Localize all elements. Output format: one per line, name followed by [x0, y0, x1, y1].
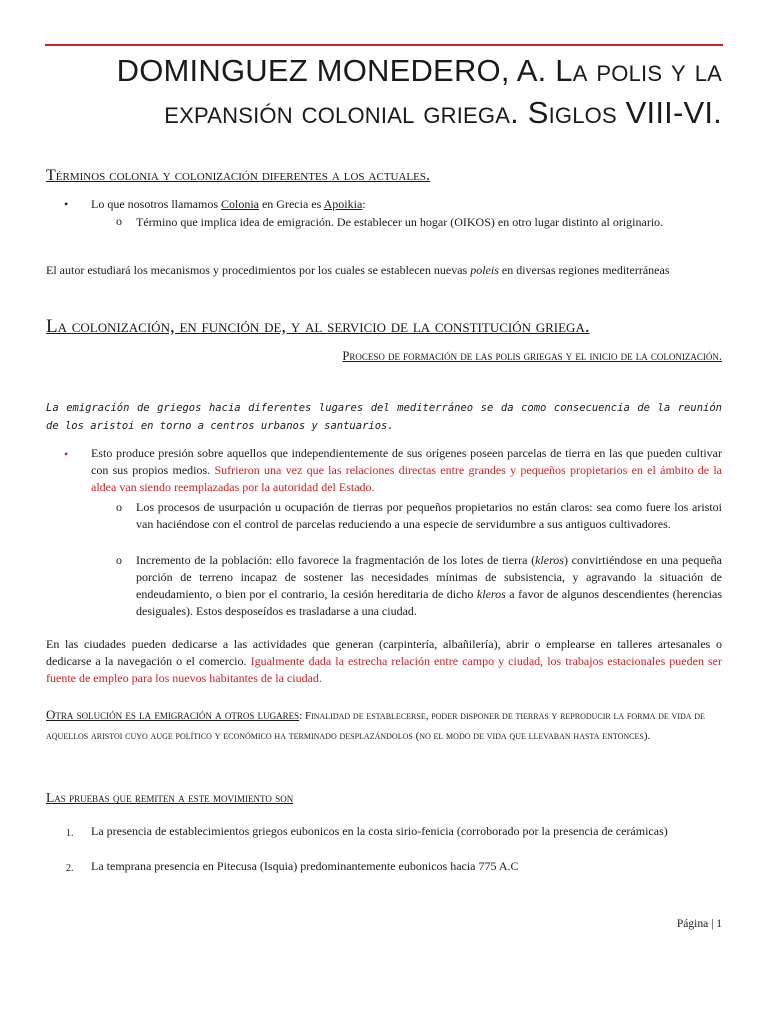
- list-item: [91, 196, 721, 213]
- text-run-underlined: Colonia: [220, 197, 259, 211]
- text-run: El autor estudiará los mecanismos y procedimientos por los cuales se establecen nuevas: [46, 263, 471, 277]
- list-number: 2.: [66, 863, 74, 874]
- title-line-2: expansión colonial griega. Siglos VIII-VI.: [164, 95, 722, 130]
- paragraph-otra-solucion: [46, 705, 722, 746]
- text-run: : Finalidad de establecerse, poder disponer de tierras y reproducir la forma de vida de aquellos aristoi cuyo auge político y económico ha terminado desplazándolos (no el modo de vida que llevaban hasta entonces).: [46, 710, 705, 742]
- text-run-underlined: Otra solución es la emigración a otros lugares: [46, 707, 300, 722]
- bullet-dot-red: •: [64, 447, 69, 461]
- section-heading-terminos: Términos colonia y colonización diferentes a los actuales.: [46, 167, 430, 184]
- list-number: 1.: [66, 828, 74, 839]
- header-rule: [45, 44, 723, 46]
- text-run-italic: kleros: [535, 553, 564, 567]
- italic-paragraph: La emigración de griegos hacia diferentes lugares del mediterráneo se da como consecuencia de la reunión de los aristoi en torno a centros urbanos y santuarios.: [46, 402, 722, 432]
- sub-bullet-circle: o: [116, 500, 122, 514]
- sub-list-item: Los procesos de usurpación u ocupación de tierras por pequeños propietarios no están claros: sea como fuere los aristoi van haciéndose con el control de parcelas reduciendo a una especie de servidumbre a sus antiguos cultivadores.: [136, 500, 722, 531]
- text-run-underlined: Apoikia: [323, 197, 363, 211]
- text-run: En las ciudades pueden dedicarse a las actividades que generan (carpintería, albañilería), abrir o emplearse en talleres artesanales o dedicarse a la navegación o el comercio.: [46, 637, 722, 668]
- text-run: en diversas regiones mediterráneas: [498, 263, 670, 277]
- document-title: [82, 50, 722, 134]
- page-number: Página | 1: [676, 918, 722, 930]
- paragraph: [46, 262, 722, 279]
- text-run-italic: kleros: [476, 587, 506, 601]
- text-run-red: Sufrieron una vez que las relaciones directas entre grandes y pequeños propietarios en el ámbito de la aldea van siendo reemplazadas por la autoridad del Estado.: [91, 463, 722, 494]
- section-heading-colonizacion: La colonización, en función de, y al servicio de la constitución griega.: [46, 316, 590, 337]
- section-heading-pruebas: Las pruebas que remiten a este movimiento son: [46, 790, 294, 805]
- bullet-dot: •: [64, 197, 69, 211]
- numbered-list-item: La temprana presencia en Pitecusa (Isquia) predominantemente eubonicos hacia 775 A.C: [91, 859, 519, 873]
- title-line-1: DOMINGUEZ MONEDERO, A. La polis y la: [116, 53, 722, 88]
- text-run: Esto produce presión sobre aquellos que independientemente de sus orígenes poseen parcelas de tierra en las que pueden cultivar con sus propios medios.: [91, 446, 722, 477]
- text-run: a favor de algunos descendientes (herencias desiguales). Estos desposeídos es trasladarse a una ciudad.: [136, 587, 722, 618]
- sub-list-item: Término que implica idea de emigración. De establecer un hogar (OIKOS) en otro lugar distinto al originario.: [136, 215, 664, 229]
- subsection-heading-proceso: Proceso de formación de las polis griegas y el inicio de la colonización.: [342, 349, 722, 363]
- text-run: :: [362, 197, 366, 211]
- numbered-list-item: La presencia de establecimientos griegos eubonicos en la costa sirio-fenicia (corroborado por la presencia de cerámicas): [91, 824, 668, 838]
- paragraph: [46, 636, 722, 687]
- text-run: Lo que nosotros llamamos: [91, 197, 221, 211]
- list-item: [91, 445, 722, 496]
- sub-bullet-circle: o: [116, 214, 122, 228]
- text-run: ) convirtiéndose en una pequeña porción de terreno incapaz de sostener las necesidades mínimas de subsistencia, y agravando la situación de endeudamiento, o bien por el contrario, la cesión hereditaria de dicho: [136, 553, 722, 601]
- sub-bullet-circle: o: [116, 553, 122, 567]
- text-run: en Grecia es: [258, 197, 324, 211]
- text-run: Incremento de la población: ello favorece la fragmentación de los lotes de tierra (: [136, 553, 536, 567]
- text-run-italic: poleis: [470, 263, 499, 277]
- text-run-red: Igualmente dada la estrecha relación entre campo y ciudad, los trabajos estacionales pueden ser fuente de empleo para los nuevos habitantes de la ciudad.: [46, 654, 722, 685]
- sub-list-item: [136, 552, 722, 620]
